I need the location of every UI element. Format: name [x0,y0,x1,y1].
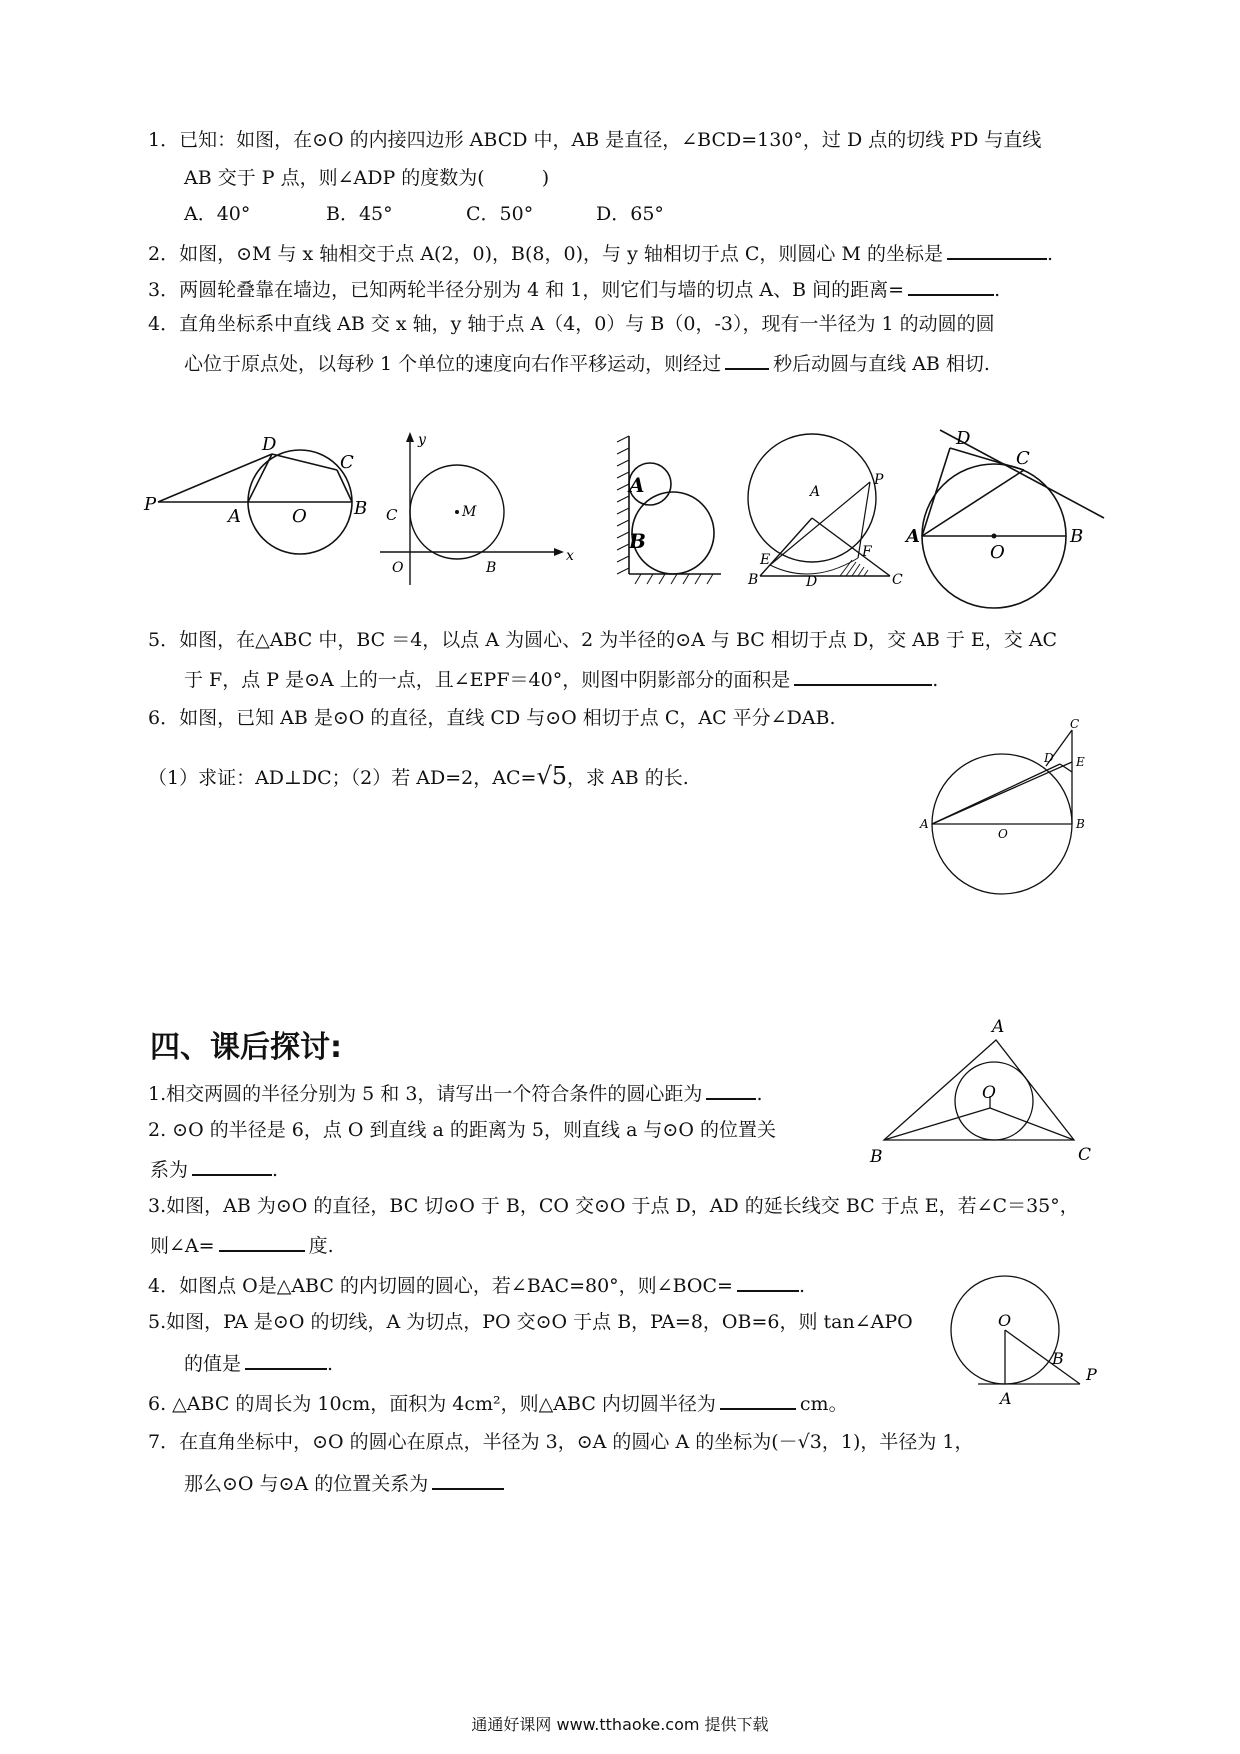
p4-q5-line2: 的值是 . [184,1350,333,1376]
p4-q5-line1: 5.如图，PA 是⊙O 的切线，A 为切点，PO 交⊙O 于点 B，PA=8，OB=6，则 tan∠APO [148,1311,913,1333]
q6-line1: 6．如图，已知 AB 是⊙O 的直径，直线 CD 与⊙O 相切于点 C，AC 平分∠DAB. [148,707,836,729]
fig8-label-P: P [1086,1365,1097,1384]
fig8-label-A: A [1000,1389,1012,1408]
p4-q6: 6. △ABC 的周长为 10cm，面积为 4cm²，则△ABC 内切圆半径为 cm。 [148,1390,848,1416]
fig7-label-B: B [870,1147,883,1167]
fig1-label-B: B [354,498,368,519]
fig6-label-B: B [1076,817,1085,831]
q2: 2．如图，⊙M 与 x 轴相交于点 A(2，0)，B(8，0)，与 y 轴相切于点 C，则圆心 M 的坐标是 . [148,240,1053,266]
fig6-label-E: E [1076,755,1085,769]
figure-8-tangent-pa [948,1262,1128,1412]
p4-q7-line1: 7．在直角坐标中，⊙O 的圆心在原点，半径为 3，⊙A 的圆心 A 的坐标为(－√3，1)，半径为 1， [148,1431,974,1453]
fig5-label-C: C [1016,448,1030,469]
p4-q6-answer-blank[interactable] [720,1390,796,1410]
fig4-label-B: B [748,572,759,588]
fig3-label-A: A [629,473,645,497]
p4-q3-line2: 则∠A= 度. [150,1232,334,1258]
fig7-label-A: A [992,1017,1005,1037]
fig4-label-D: D [806,574,818,590]
fig2-label-x: x [566,548,574,564]
p4-q1-answer-blank[interactable] [706,1080,756,1100]
fig4-label-F: F [862,544,872,560]
p4-q4: 4．如图点 O是△ABC 的内切圆的圆心，若∠BAC=80°，则∠BOC= . [148,1272,805,1298]
figure-1-cyclic-quadrilateral [144,430,368,560]
fig3-label-B: B [629,529,646,553]
q1-option-d: D．65° [596,203,664,225]
fig6-label-D: D [1044,751,1054,765]
p4-q7-answer-blank[interactable] [432,1470,504,1490]
fig2-label-B: B [486,560,497,576]
fig6-label-A: A [920,817,929,831]
q3: 3．两圆轮叠靠在墙边，已知两轮半径分别为 4 和 1，则它们与墙的切点 A、B 间的距离= . [148,276,1000,302]
q1-option-a: A．40° [184,203,251,225]
q1-line2: AB 交于 P 点，则∠ADP 的度数为( ) [184,167,550,189]
fig2-label-y: y [418,432,426,448]
fig2-label-M: M [462,504,477,520]
q1-option-c: C．50° [466,203,534,225]
p4-q3-answer-blank[interactable] [219,1232,305,1252]
fig2-label-O: O [392,560,404,576]
fig1-label-O: O [292,506,307,527]
figure-6-circle-tangent [920,717,1090,902]
fig5-label-D: D [956,428,971,449]
figure-5-tangent-circle [906,428,1112,600]
sqrt5: √5 [536,762,568,790]
fig4-label-A: A [810,484,821,500]
fig1-label-D: D [262,434,277,455]
fig7-label-C: C [1078,1145,1092,1165]
q4-line1: 4．直角坐标系中直线 AB 交 x 轴，y 轴于点 A（4，0）与 B（0，-3），现有一半径为 1 的动圆的圆 [148,313,995,335]
q4-line2: 心位于原点处，以每秒 1 个单位的速度向右作平移运动，则经过 秒后动圆与直线 AB 相切. [184,350,990,376]
figure-4-triangle-circle-shaded [740,436,920,590]
section-heading-part4: 四、课后探讨: [150,1030,342,1065]
q3-answer-blank[interactable] [908,276,994,296]
p4-q2-line2: 系为 . [150,1156,278,1182]
p4-q5-answer-blank[interactable] [245,1350,327,1370]
fig5-label-B: B [1070,526,1084,547]
q5-answer-blank[interactable] [794,666,932,686]
fig5-label-A: A [906,526,920,547]
figure-2-coordinate-circle [378,430,578,590]
q4-answer-blank[interactable] [725,350,769,370]
p4-q4-answer-blank[interactable] [737,1272,799,1292]
fig1-label-A: A [228,506,241,527]
q5-line1: 5．如图，在△ABC 中，BC ＝4，以点 A 为圆心、2 为半径的⊙A 与 BC 相切于点 D，交 AB 于 E，交 AC [148,629,1058,651]
q2-answer-blank[interactable] [947,240,1047,260]
p4-q1: 1.相交两圆的半径分别为 5 和 3，请写出一个符合条件的圆心距为 . [148,1080,762,1106]
fig7-label-O: O [982,1083,996,1103]
q5-line2: 于 F，点 P 是⊙A 上的一点，且∠EPF＝40°，则图中阴影部分的面积是 . [184,666,938,692]
p4-q3-line1: 3.如图，AB 为⊙O 的直径，BC 切⊙O 于 B，CO 交⊙O 于点 D，AD 的延长线交 BC 于点 E，若∠C＝35°， [148,1195,1079,1217]
q1-line1: 1．已知：如图，在⊙O 的内接四边形 ABCD 中，AB 是直径，∠BCD=130°，过 D 点的切线 PD 与直线 [148,129,1042,151]
figure-3-wheels-against-wall [615,436,725,586]
q6-line2: （1）求证：AD⊥DC；（2）若 AD=2，AC=√5，求 AB 的长. [148,762,689,790]
fig1-label-C: C [340,452,354,473]
fig6-label-C: C [1070,717,1080,731]
p4-q2-answer-blank[interactable] [192,1156,272,1176]
fig4-label-C: C [892,572,903,588]
fig8-label-O: O [998,1311,1012,1330]
page-footer: 通通好课网 www.tthaoke.com 提供下载 [471,1715,769,1734]
figure-7-triangle-incircle [866,1012,1106,1172]
fig1-label-P: P [144,494,157,515]
fig8-label-B: B [1052,1349,1064,1368]
fig4-label-E: E [760,552,771,568]
fig2-label-C: C [386,506,398,524]
p4-q2-line1: 2. ⊙O 的半径是 6，点 O 到直线 a 的距离为 5，则直线 a 与⊙O 的位置关 [148,1119,776,1141]
fig6-label-O: O [998,827,1008,841]
p4-q7-line2: 那么⊙O 与⊙A 的位置关系为 [184,1470,504,1496]
q1-option-b: B．45° [326,203,393,225]
fig5-label-O: O [990,542,1005,563]
fig4-label-P: P [874,472,884,488]
